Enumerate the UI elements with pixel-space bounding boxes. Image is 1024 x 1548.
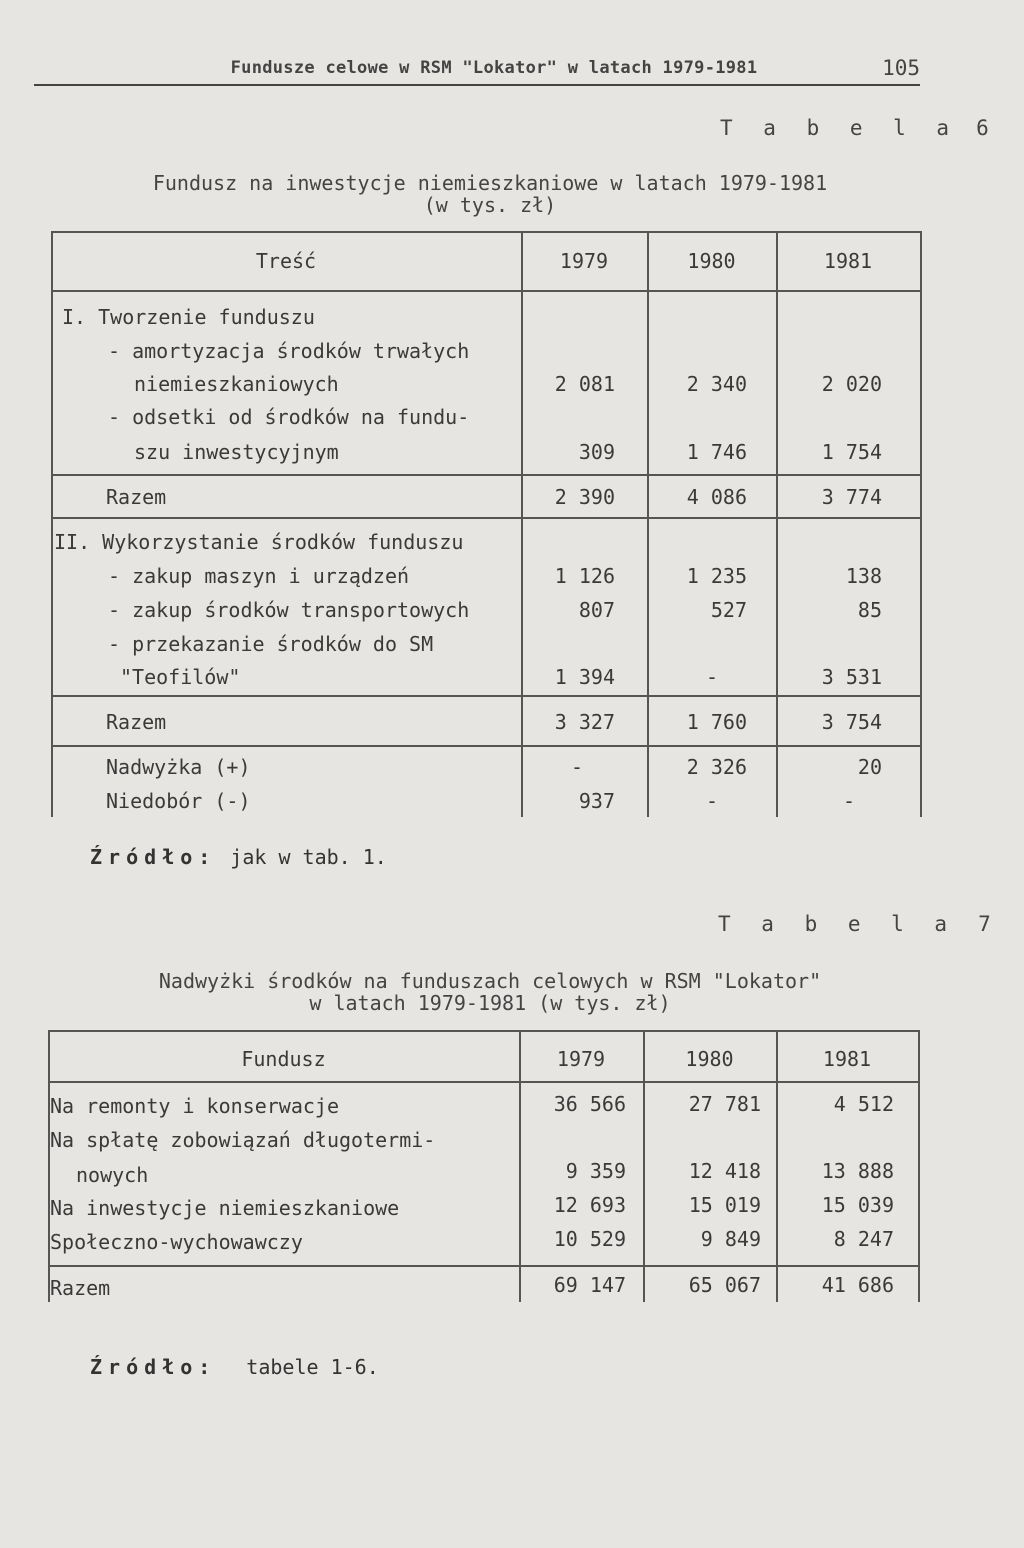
table6-row-label: "Teofilów"	[120, 665, 241, 689]
table7-row-label: nowych	[76, 1163, 149, 1187]
table6-caption	[60, 172, 920, 216]
running-header-title: Fundusze celowe w RSM "Lokator" w latach 1979-1981	[230, 58, 758, 78]
table7-cell: 65 067	[688, 1273, 761, 1297]
table6-cell: 2 390	[554, 485, 615, 509]
table7-cell: 15 019	[688, 1193, 761, 1217]
table7-cell: 12 418	[688, 1159, 761, 1183]
table6-cell: 2 340	[686, 372, 747, 396]
table7-header-fundusz: Fundusz	[241, 1047, 326, 1071]
table6-row-label: - przekazanie środków do SM	[108, 632, 434, 656]
table6-cell: 309	[578, 440, 615, 464]
table6-cell: 937	[578, 789, 615, 813]
table7-caption-line1: Nadwyżki środków na funduszach celowych w RSM "Lokator"	[158, 969, 822, 993]
table7-cell: 10 529	[553, 1227, 626, 1251]
table7-cell: 69 147	[553, 1273, 626, 1297]
table6-header-1981: 1981	[823, 249, 873, 273]
table6-cell: 3 774	[821, 485, 882, 509]
table6-section1-heading: I. Tworzenie funduszu	[62, 305, 315, 329]
table7-cell: 13 888	[821, 1159, 894, 1183]
table7-cell: 8 247	[833, 1227, 894, 1251]
table6-row-label: - amortyzacja środków trwałych	[108, 339, 470, 363]
table6-cell: 85	[857, 598, 882, 622]
table6-cell: 3 754	[821, 710, 882, 734]
table7-header-1979: 1979	[556, 1047, 606, 1071]
table6-row-label: niemieszkaniowych	[134, 372, 339, 396]
table6-cell: 2 020	[821, 372, 882, 396]
table6-header-1979: 1979	[559, 249, 609, 273]
table6-cell: 2 081	[554, 372, 615, 396]
table7-total-label: Razem	[50, 1276, 111, 1300]
table6-cell: -	[843, 789, 856, 813]
table7-row-label: Na inwestycje niemieszkaniowe	[50, 1196, 400, 1220]
table7-cell: 15 039	[821, 1193, 894, 1217]
table7-cell: 9 359	[565, 1159, 626, 1183]
table6-source: Źródło: jak w tab. 1.	[90, 845, 387, 869]
table7-caption	[60, 970, 920, 1014]
table7-cell: 36 566	[553, 1092, 626, 1116]
table7-row-label: Na spłatę zobowiązań długotermi-	[50, 1128, 436, 1152]
table6-header-tresc: Treść	[255, 249, 317, 273]
table7-row-label: Na remonty i konserwacje	[50, 1094, 339, 1118]
table6-deficit-label: Niedobór (-)	[106, 789, 251, 813]
table6-cell: 3 531	[821, 665, 882, 689]
table6-row-label: szu inwestycyjnym	[134, 440, 339, 464]
table6-cell: 1 746	[686, 440, 747, 464]
table6-cell: 20	[857, 755, 882, 779]
table6-row-label: - zakup środków transportowych	[108, 598, 470, 622]
table7-label: T a b e l a 7	[718, 912, 991, 936]
table7-caption-line2: w latach 1979-1981 (w tys. zł)	[309, 991, 671, 1015]
table6-header-1980: 1980	[687, 249, 736, 273]
table6-label: T a b e l a 6	[720, 116, 989, 140]
table6-cell: 1 235	[686, 564, 747, 588]
table6-cell: 1 754	[821, 440, 882, 464]
table7-header-1981: 1981	[822, 1047, 872, 1071]
table6-caption-line1: Fundusz na inwestycje niemieszkaniowe w latach 1979-1981	[152, 171, 828, 195]
table6-cell: 138	[845, 564, 882, 588]
table6-cell: -	[706, 789, 719, 813]
table6-cell: 1 126	[554, 564, 615, 588]
running-header	[34, 56, 920, 86]
table6-row-label: - zakup maszyn i urządzeń	[108, 564, 410, 588]
table6-surplus-label: Nadwyżka (+)	[106, 755, 251, 779]
table7-cell: 27 781	[688, 1092, 761, 1116]
page-number: 105	[882, 56, 920, 80]
table7-header-1980: 1980	[685, 1047, 734, 1071]
table6-cell: 3 327	[554, 710, 615, 734]
table6-total-label: Razem	[106, 710, 167, 734]
table6-cell: 807	[578, 598, 615, 622]
table7-cell: 9 849	[700, 1227, 761, 1251]
table6-cell: 1 394	[554, 665, 615, 689]
table6-section2-heading: II. Wykorzystanie środków funduszu	[54, 530, 464, 554]
table6-cell: 527	[710, 598, 747, 622]
table6-row-label: - odsetki od środków na fundu-	[108, 405, 470, 429]
table6-cell: -	[706, 665, 719, 689]
table6-cell: -	[571, 755, 584, 779]
table6-total-label: Razem	[106, 485, 167, 509]
table7-cell: 4 512	[833, 1092, 894, 1116]
table7-source: Źródło: tabele 1-6.	[90, 1355, 379, 1379]
table7-row-label: Społeczno-wychowawczy	[50, 1230, 303, 1254]
table6-cell: 2 326	[686, 755, 747, 779]
table6-caption-line2: (w tys. zł)	[423, 193, 557, 217]
table6-cell: 1 760	[686, 710, 747, 734]
table7-cell: 12 693	[553, 1193, 626, 1217]
table7-cell: 41 686	[821, 1273, 894, 1297]
table6-cell: 4 086	[686, 485, 747, 509]
